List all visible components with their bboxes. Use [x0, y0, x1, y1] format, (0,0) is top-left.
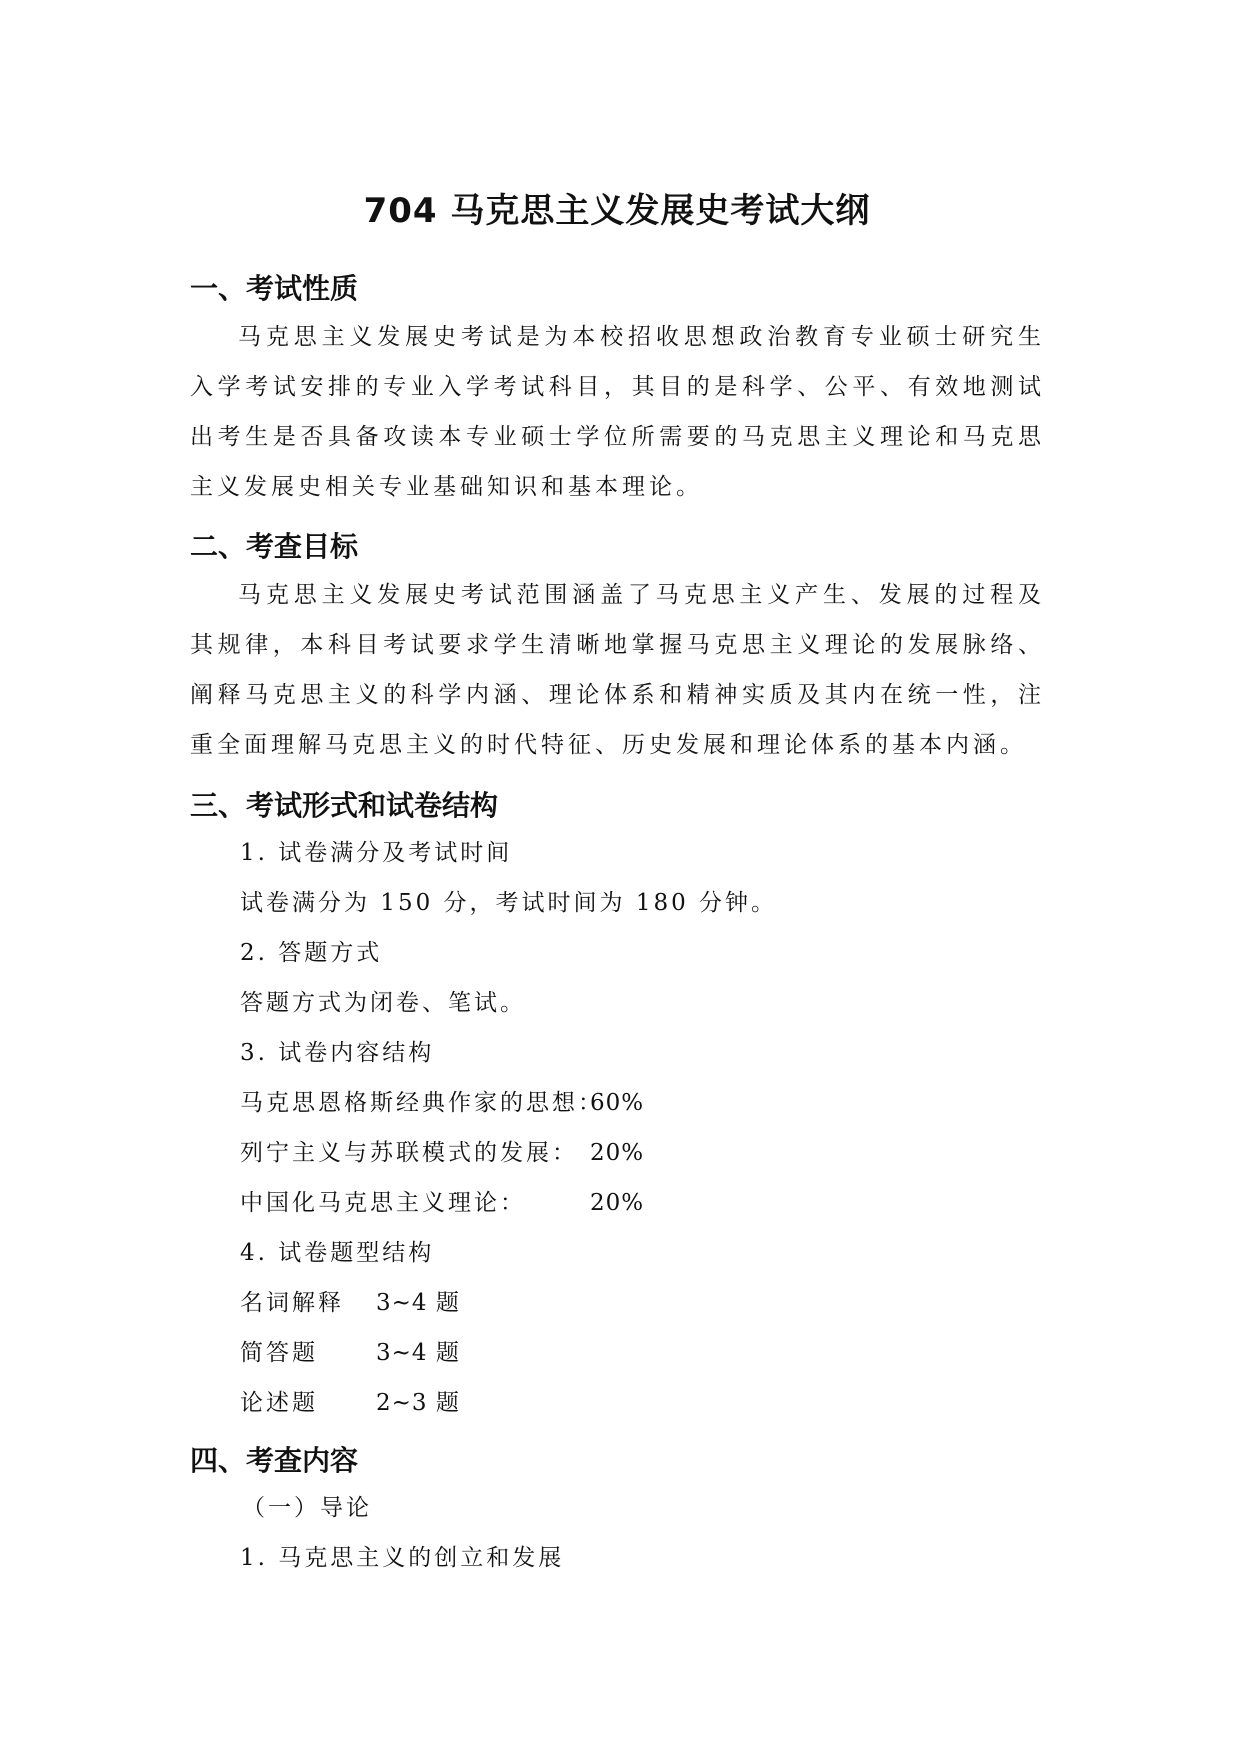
type-row-label: 论述题	[240, 1390, 318, 1416]
content-row-value: 20%	[590, 1190, 645, 1216]
content-row-value: 20%	[590, 1140, 645, 1166]
content-row-label: 马克思恩格斯经典作家的思想：	[240, 1090, 604, 1116]
type-row-label: 名词解释	[240, 1290, 344, 1316]
section-paragraph-objectives: 马克思主义发展史考试范围涵盖了马克思主义产生、发展的过程及其规律，本科目考试要求学生清晰地掌握马克思主义理论的发展脉络、阐释马克思主义的科学内涵、理论体系和精神实质及其内在统一性，注重全面理解马克思主义的时代特征、历史发展和理论体系的基本内涵。	[190, 582, 1045, 758]
item-title-score-time: 1. 试卷满分及考试时间	[240, 840, 513, 866]
item-title-content-structure: 3. 试卷内容结构	[240, 1040, 435, 1066]
content-row-label: 列宁主义与苏联模式的发展：	[240, 1140, 578, 1166]
type-row-value: 3~4 题	[376, 1290, 460, 1316]
section-heading-nature: 一、考试性质	[190, 272, 359, 305]
section-heading-format: 三、考试形式和试卷结构	[190, 789, 499, 822]
content-row-label: 中国化马克思主义理论：	[240, 1190, 526, 1216]
item-title-question-types: 4. 试卷题型结构	[240, 1240, 435, 1266]
type-row-value: 2~3 题	[376, 1390, 460, 1416]
subsection-title-intro: （一）导论	[242, 1495, 372, 1521]
page-title: 704 马克思主义发展史考试大纲	[363, 191, 871, 231]
content-row-value: 60%	[590, 1090, 645, 1116]
section-heading-content: 四、考查内容	[190, 1444, 359, 1477]
content-item-founding: 1. 马克思主义的创立和发展	[240, 1545, 565, 1571]
type-row-value: 3~4 题	[376, 1340, 460, 1366]
item-title-answer-mode: 2. 答题方式	[240, 940, 383, 966]
item-text-answer-mode: 答题方式为闭卷、笔试。	[240, 990, 526, 1016]
type-row-label: 简答题	[240, 1340, 318, 1366]
section-paragraph-nature: 马克思主义发展史考试是为本校招收思想政治教育专业硕士研究生入学考试安排的专业入学考试科目，其目的是科学、公平、有效地测试出考生是否具备攻读本专业硕士学位所需要的马克思主义理论和马克思主义发展史相关专业基础知识和基本理论。	[190, 324, 1045, 500]
section-heading-objectives: 二、考查目标	[190, 530, 359, 563]
item-text-score-time: 试卷满分为 150 分，考试时间为 180 分钟。	[240, 890, 778, 916]
